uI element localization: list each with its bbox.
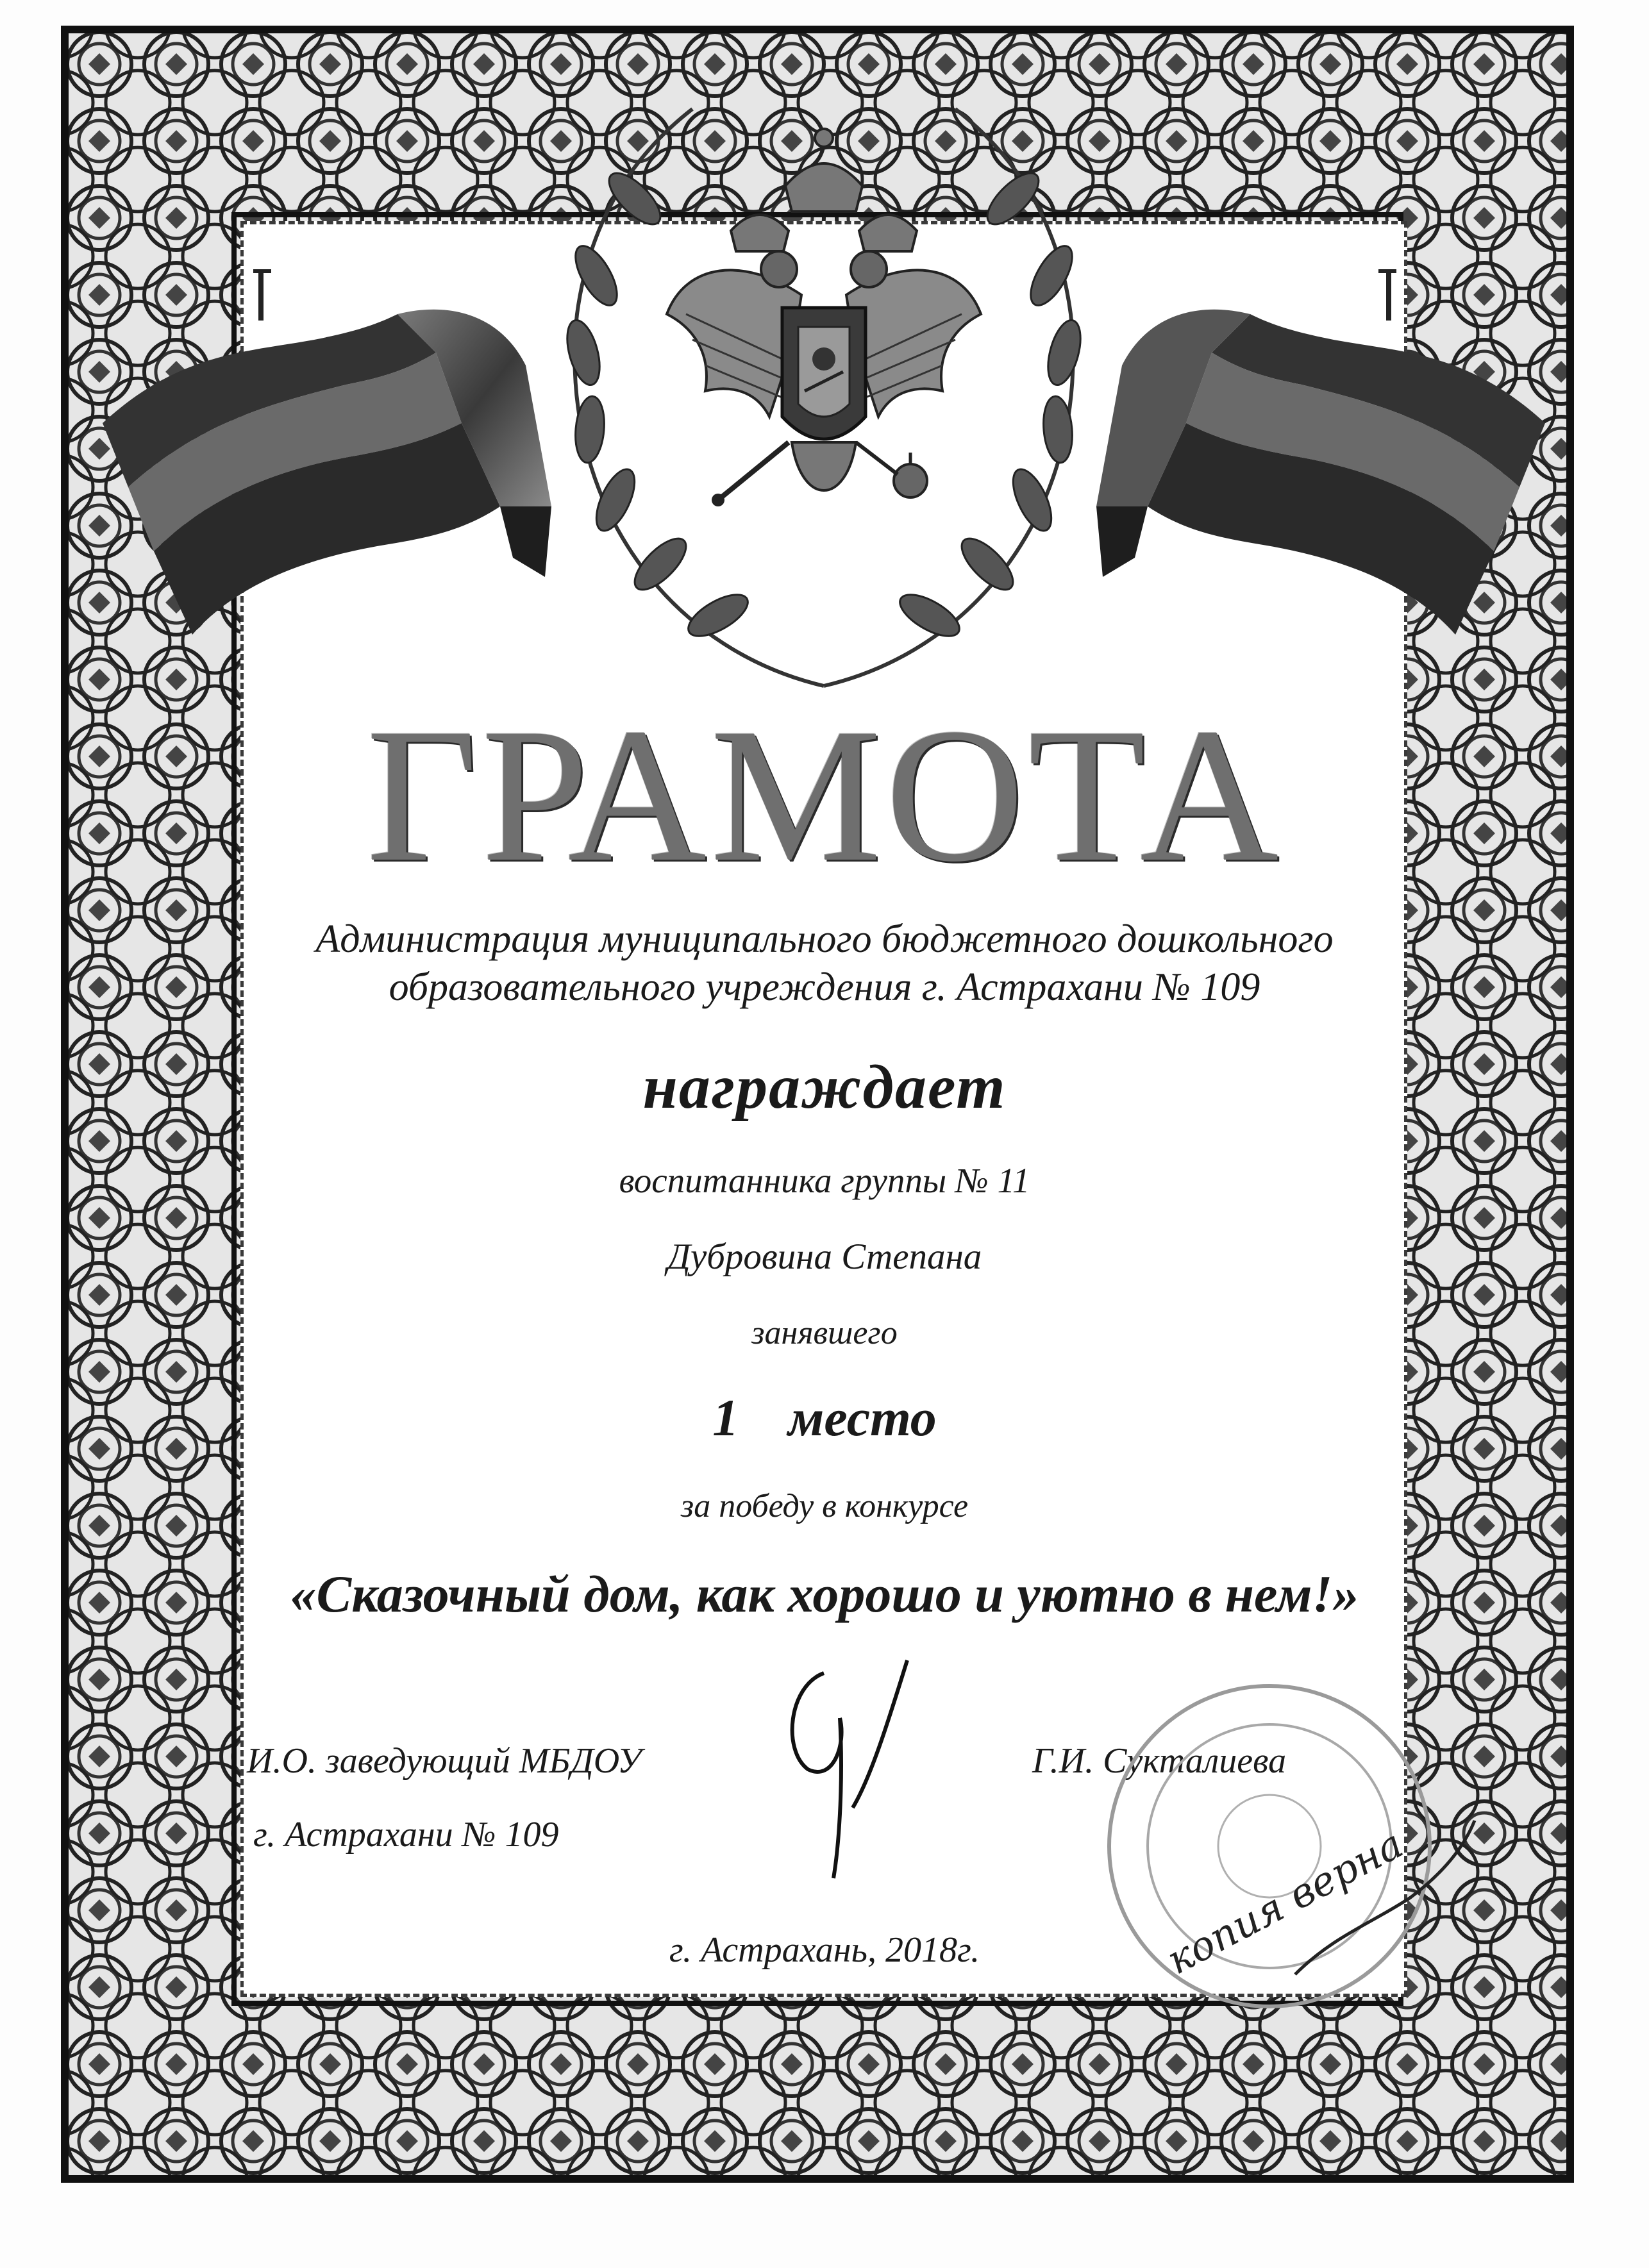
contest-name: «Сказочный дом, как хорошо и уютно в нем!» xyxy=(290,1565,1359,1623)
occupied-line: занявшего xyxy=(751,1315,898,1351)
tricolor-ribbon-left-icon xyxy=(103,276,551,673)
organization-line-2: образовательного учреждения г. Астрахани № 109 xyxy=(389,965,1260,1009)
organization-line-1: Администрация муниципального бюджетного дошкольного xyxy=(315,917,1334,961)
signatory-name: Г.И. Сукталиева xyxy=(1032,1741,1287,1781)
contest-intro: за победу в конкурсе xyxy=(680,1488,969,1524)
signatory-position-2: г. Астрахани № 109 xyxy=(253,1815,559,1855)
group-line: воспитанника группы № 11 xyxy=(619,1161,1030,1200)
signatory-position-1: И.О. заведующий МБДОУ xyxy=(247,1741,642,1781)
tricolor-ribbon-right-icon xyxy=(1096,276,1545,673)
svg-text:копия верна: копия верна xyxy=(1159,1820,1410,1984)
place-line: 1 место xyxy=(712,1388,937,1447)
recipient-name: Дубровина Степана xyxy=(667,1237,982,1277)
awards-heading: награждает xyxy=(642,1053,1007,1122)
signature-icon xyxy=(763,1647,930,1891)
certificate-title: ГРАМОТА xyxy=(366,688,1283,901)
russian-coat-of-arms-icon xyxy=(500,83,1148,712)
place-date: г. Астрахань, 2018г. xyxy=(669,1930,980,1970)
